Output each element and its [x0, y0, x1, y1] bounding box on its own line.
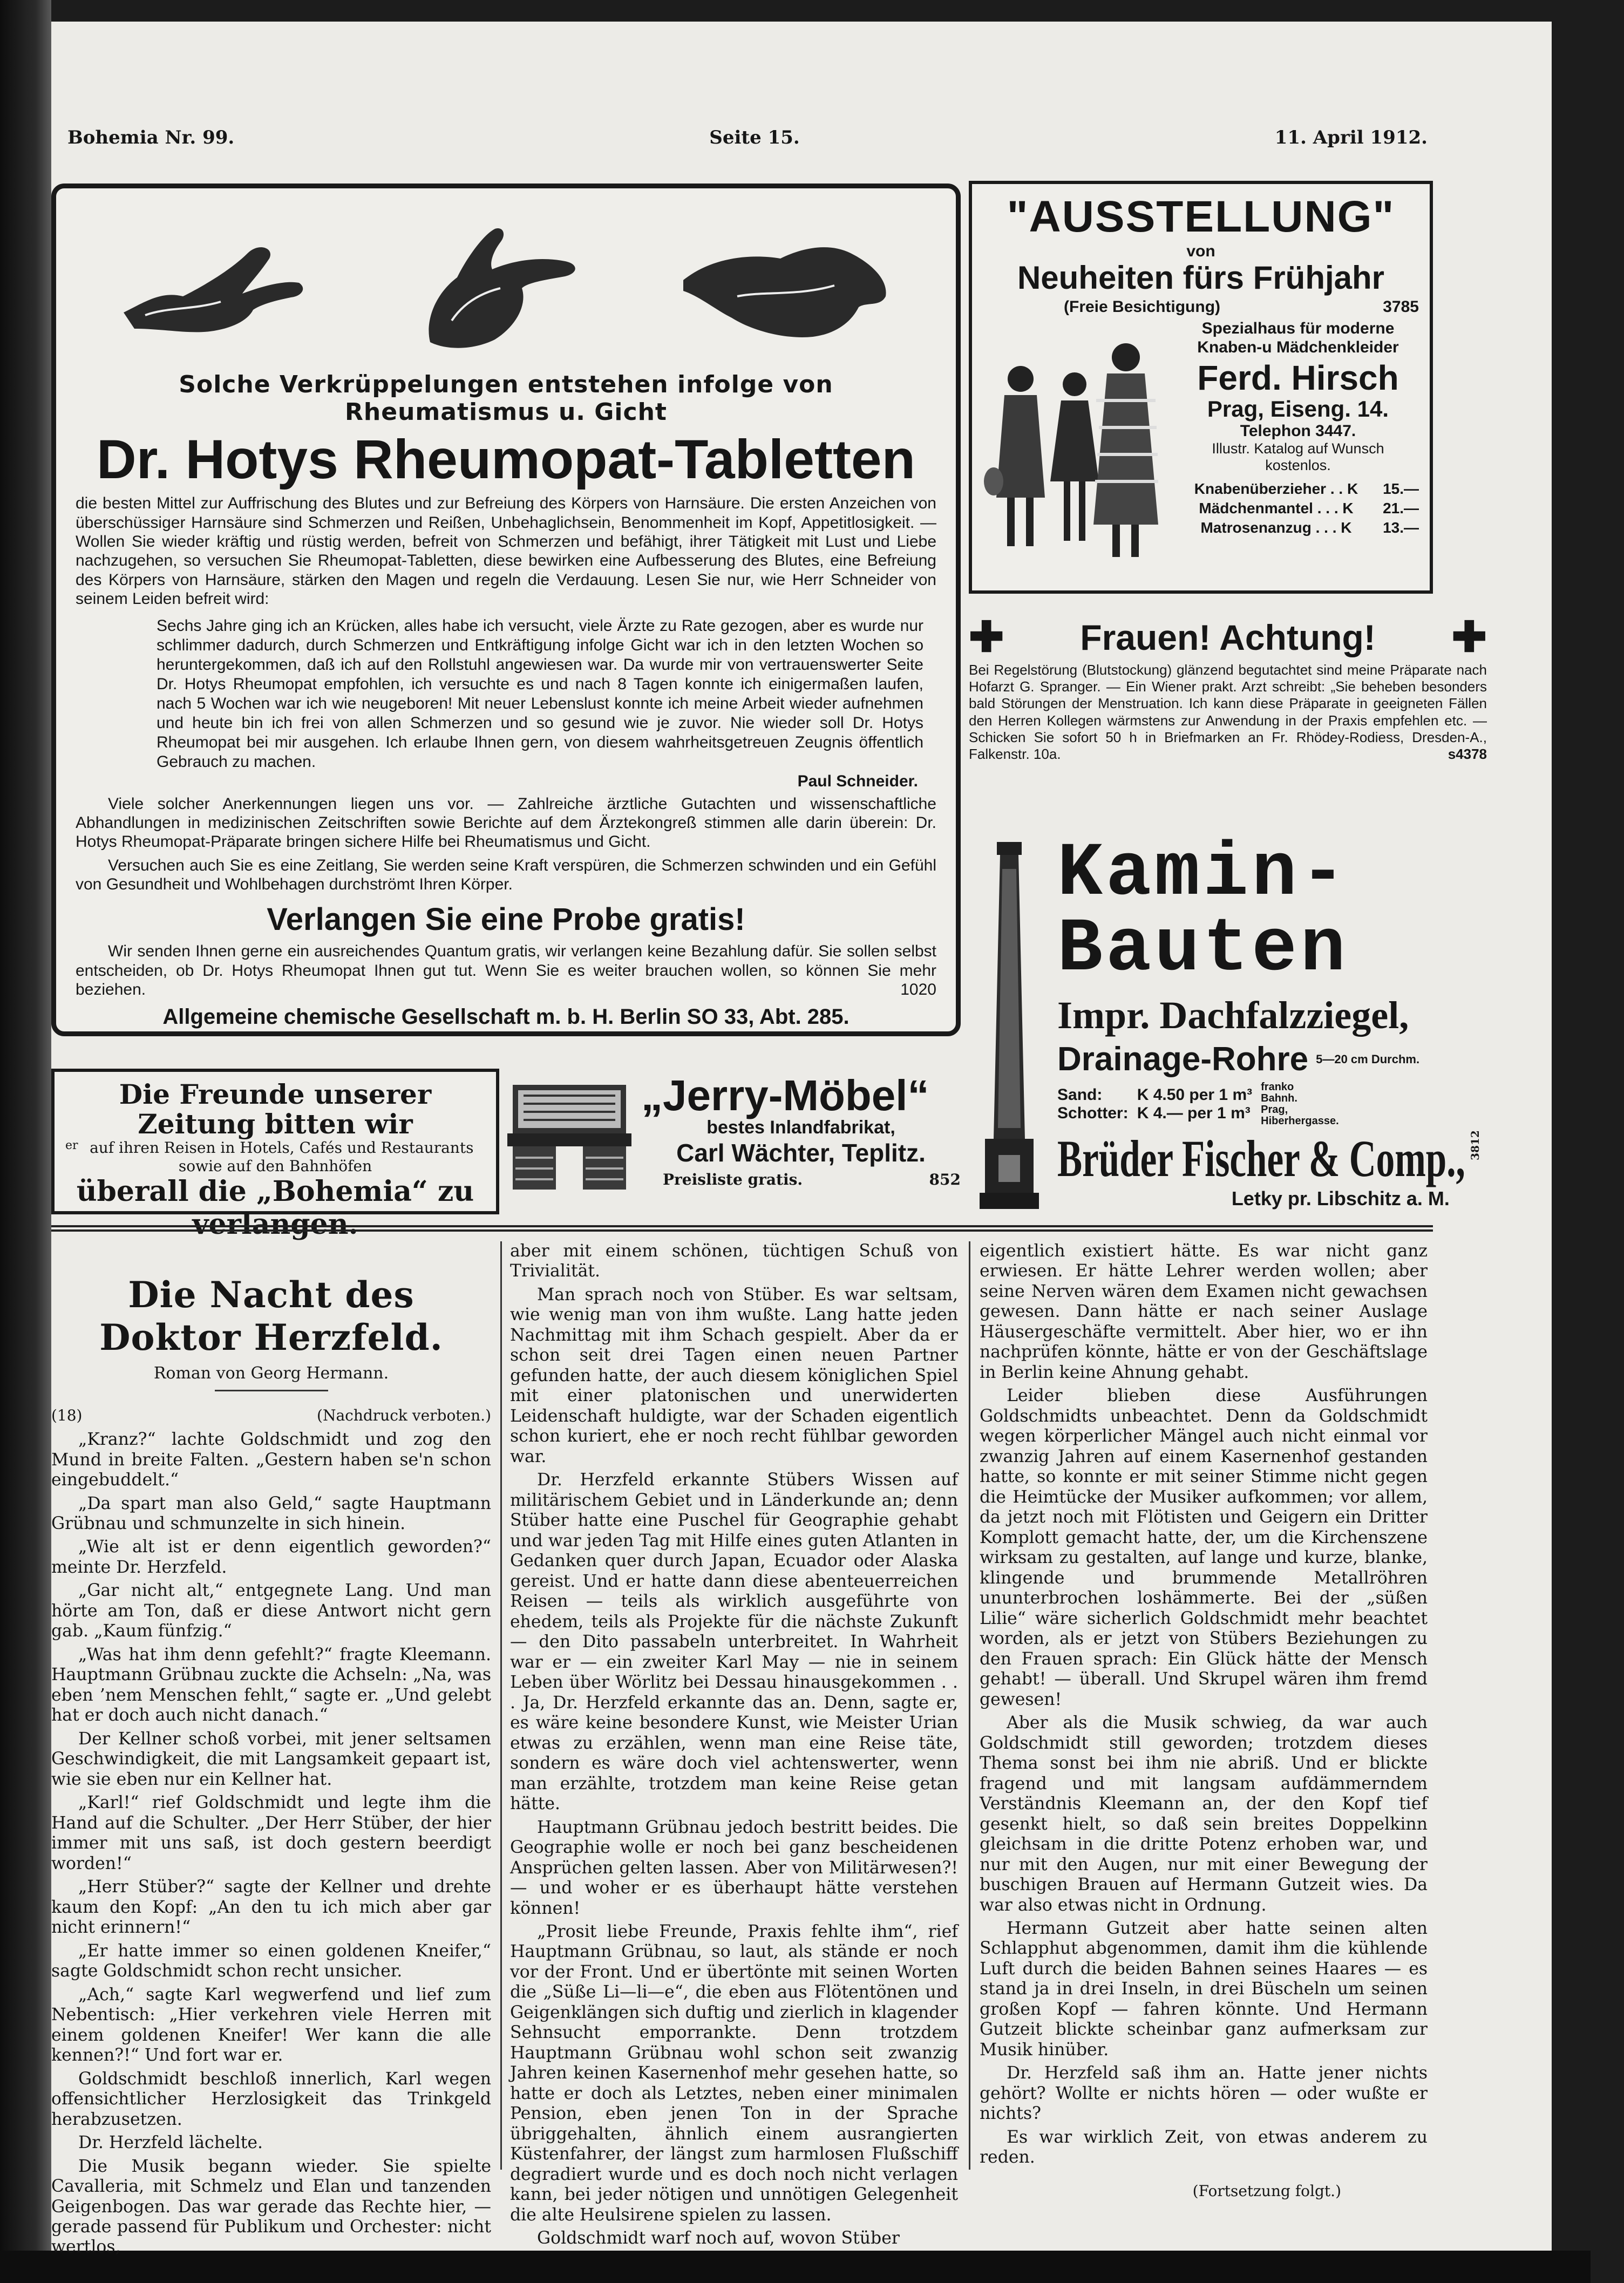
cross-icon: ✚: [1451, 613, 1487, 661]
frauen-body: Bei Regelstörung (Blutstockung) glänzend begutachtet sind meine Präparate nach Hofarzt G. Spranger. — Ein Wiener prakt. Arzt schreibt: „Sie beheben besonders bald Störungen der Menstruation. Ich kann diese Präparate in geeigneten Fällen den Herren Kollegen wärmstens zur Anwendung in der Praxis empfehlen etc. — Schicken Sie sofort 50 h in Briefmarken an Fr. Rhödey-Rodiess, Dresden-A., Falkenstr. 10a.: [969, 662, 1487, 762]
novel-paragraph: „Prosit liebe Freunde, Praxis fehlte ihm“, rief Hauptmann Grübnau, so laut, als stände er noch vor der Front. Und er übertönte mit seinen Worten die „Süße Li—li—e“, die eben aus Flötentönen und Geigenklängen sich duftig und zierlich in klagender Sehnsucht emporrankte. Denn trotzdem Hauptmann Grübnau wohl schon seit zwanzig Jahren keinen Kasernenhof mehr gesehen hatte, so hatte er doch als Letztes, neben einer minimalen Pension, eben jenen Ton in der Sprache übriggehalten, ähnlich einem ausrangierten Küstenfahrer, der längst zum harmlosen Flußschiff degradiert wurde und es doch noch nicht verlagen kann, bei jeder nötigen und unnötigen Gelegenheit die alte Heulsirene spielen zu lassen.: [510, 1921, 958, 2225]
price-row: [1177, 518, 1419, 538]
running-head: [67, 127, 1428, 148]
novel-paragraph: „Da spart man also Geld,“ sagte Hauptmann Grübnau und schmunzelte in sich hinein.: [51, 1493, 491, 1533]
jerry-code: 852: [929, 1171, 961, 1188]
price-row: [1177, 499, 1419, 518]
kamin-subtitle: Impr. Dachfalzziegel,: [1057, 994, 1409, 1037]
novel-paragraph: „Wie alt ist er denn eigentlich geworden?“ meinte Dr. Herzfeld.: [51, 1537, 491, 1577]
children-figures-icon: [983, 320, 1166, 568]
kamin-price-labels: [1057, 1086, 1129, 1123]
freunde-line-3: überall die „Bohemia“ zu verlangen.: [76, 1175, 474, 1241]
kamin-title-2: Bauten: [1057, 907, 1349, 993]
ausstellung-free-row: [983, 298, 1419, 316]
novel-column-2: [510, 1241, 958, 2248]
kamin-address: Letky pr. Libschitz a. M.: [1231, 1187, 1450, 1210]
drainage-dimension: 5—20 cm Durchm.: [1316, 1052, 1420, 1066]
ad-rheumopat-code: 1020: [900, 981, 936, 999]
cross-icon: ✚: [969, 613, 1004, 661]
installment-number: (18): [51, 1406, 83, 1424]
column-1-body: [51, 1430, 491, 2258]
novel-paragraph: Dr. Herzfeld lächelte.: [78, 2133, 263, 2153]
chimney-icon: [969, 837, 1050, 1214]
frauen-title: Frauen! Achtung!: [1080, 617, 1376, 657]
hands-illustration: [76, 205, 936, 366]
ad-rheumopat: [51, 184, 961, 1036]
ausstellung-free: (Freie Besichtigung): [1064, 298, 1221, 316]
kamin-text: [1057, 831, 1624, 1231]
ad-rheumopat-intro: die besten Mittel zur Auffrischung des Blutes und zur Befreiung des Körpers von Harnsäure. Die ersten Anzeichen von überschüssiger Harnsäure sind Schmerzen und Reißen, Unbehaglichsein, Benommenheit im Kopf, Appetitlosigkeit. — Wollen Sie wieder kräftig und rüstig werden, befreit von Schmerzen und befähigt, ihrer Tätigkeit mit Lust und Liebe nachzugehen, so versuchen Sie Rheumopat-Tabletten, diese bewirken eine Aufbesserung des Blutes, eine Befreiung des Körpers von Harnsäure, stärken den Magen und regeln die Verdauung. Lesen Sie nur, wie Herr Schneider von seinem Leiden befreit wird:: [76, 494, 936, 608]
ausstellung-subtitle: Neuheiten fürs Frühjahr: [1017, 260, 1385, 296]
novel-paragraph: „Ach,“ sagte Karl wegwerfend und lief zum Nebentisch: „Hier verkehren viele Herren mit einem goldenen Kneifer! Wer kann die alle kennen?!“ Und fort war er.: [51, 1985, 491, 2065]
column-2-body: [510, 1241, 958, 2249]
jerry-footer: [641, 1171, 961, 1188]
price-list: [1177, 479, 1419, 538]
ausstellung-title: "AUSSTELLUNG": [1007, 192, 1395, 241]
installment-row: [51, 1407, 491, 1424]
price-value: 15.—: [1383, 480, 1419, 498]
testimonial-text: Sechs Jahre ging ich an Krücken, alles habe ich versucht, viele Ärzte zu Rate gezogen, aber es wurde nur schlimmer dadurch, durch Schmerzen und Entkräftigung infolge Gicht war ich in den letzten Wochen so heruntergekommen, daß ich auf den Rollstuhl angewiesen war. Da wurde mir von vertrauenswerter Seite Dr. Hotys Rheumopat empfohlen, ich versuchte es und nach 8 Tagen konnte ich einigermaßen laufen, nach 5 Wochen war ich wie neugeboren! Mit neuer Lebenslust konnte ich meine Arbeit wieder aufnehmen und heute bin ich frei von allen Schmerzen und so gesund wie je zuvor. Nie wieder soll Dr. Hotys Rheumopat bei mir ausgehen. Ich erlaube Ihnen gern, von diesem wahrheitsgetreuen Zeugnis öffentlich Gebrauch zu machen.: [157, 616, 923, 771]
testimonial-signature: Paul Schneider.: [797, 772, 918, 790]
ausstellung-catalog: Illustr. Katalog auf Wunsch kostenlos.: [1212, 440, 1384, 474]
ad-rheumopat-p4-text: Wir senden Ihnen gerne ein ausreichendes Quantum gratis, wir verlangen keine Bezahlung dafür. Sie sollen selbst entscheiden, ob Dr. Hotys Rheumopat Ihnen gut tut. Wenn Sie es weiter brauchen wollen, so können Sie mehr beziehen.: [76, 942, 936, 999]
continued-notice: (Fortsetzung folgt.): [1192, 2182, 1341, 2200]
kamin-firm: Brüder Fischer & Comp.,: [1057, 1130, 1465, 1187]
ad-frauen: [969, 613, 1487, 818]
drainage-row: [1057, 1040, 1624, 1078]
schotter-label: Schotter:: [1057, 1104, 1129, 1122]
price-item: Knabenüberzieher . . K: [1194, 480, 1358, 498]
kamin-number: 3812: [1469, 1130, 1482, 1160]
frauen-text: [969, 662, 1487, 763]
testimonial: [157, 616, 923, 791]
novel-author: Roman von Georg Hermann.: [153, 1364, 389, 1383]
column-3-body: [980, 1241, 1428, 2168]
kamin-price-values: [1137, 1086, 1252, 1123]
ad-rheumopat-p4: [76, 942, 936, 999]
ausstellung-von: von: [1186, 242, 1215, 260]
novel-paragraph: Die Musik begann wieder. Sie spielte Cavalleria, mit Schmelz und Elan und tanzenden Geigenbogen. Das war gerade das Rechte hier, — gerade passend für Publikum und Orchester: nicht wertlos,: [51, 2156, 491, 2257]
ausstellung-spec: Spezialhaus für moderne Knaben-u Mädchenkleider: [1197, 320, 1399, 356]
novel-paragraph: Man sprach noch von Stüber. Es war seltsam, wie wenig man von ihm wußte. Lang hatte jeden Nachmittag mit ihm Schach gespielt. Aber da er schon seit drei Tagen einen neuen Partner gefunden hatte, der auch diesem königlichen Spiel mit einer platonischen und unerwiderten Leidenschaft huldigte, war der Schaden eigentlich schon kuriert, ehe er noch recht fühlbar geworden war.: [510, 1285, 958, 1466]
novel-column-1: [51, 1241, 491, 2257]
ad-kamin-bauten: [969, 831, 1487, 1231]
ad-rheumopat-title: Dr. Hotys Rheumopat-Tabletten: [97, 429, 915, 490]
freunde-line-2-text: auf ihren Reisen in Hotels, Cafés und Restaurants sowie auf den Bahnhöfen: [90, 1139, 474, 1175]
freunde-line-1: Die Freunde unserer Zeitung bitten wir: [119, 1078, 432, 1140]
column-divider: [969, 1241, 970, 2170]
jerry-line-1: bestes Inlandfabrikat,: [706, 1117, 895, 1138]
reprint-notice: (Nachdruck verboten.): [317, 1406, 491, 1424]
crippled-hand-3-icon: [672, 215, 899, 356]
novel-paragraph: Dr. Herzfeld erkannte Stübers Wissen auf militärischem Gebiet und in Länderkunde an; denn Stüber hatte eine Puschel für Geographie gehabt und war jeden Tag mit Hilfe eines guten Atlanten in Gedanken quer durch Japan, Ecuador oder Alaska gereist. Und er hatte dann diese abenteuerreichen Reisen — teils als wirklich ausgeführte von ehedem, teils als Projekte für die nächste Zukunft — den Dito passabeln unterbreitet. In Wahrheit war er — ein zweiter Karl May — nie in seinem Leben über Wörlitz bei Dessau hinausgekommen . . . Ja, Dr. Herzfeld erkannte das an. Denn, sagte er, es wäre keine besondere Kunst, wie Meister Urian etwas zu erzählen, wenn man eine Reise täte, sondern es wäre doch viel achtenswerter, wenn man erzählte, trotzdem man keine Reise getan hätte.: [510, 1470, 958, 1814]
price-value: 13.—: [1383, 519, 1419, 536]
novel-paragraph: Aber als die Musik schwieg, da war auch Goldschmidt still geworden; trotzdem dieses Thema sonst bei ihm nie abriß. Und er blickte fragend und mit langsam aufdämmerndem Verständnis Kleemann an, der den Kopf tief gesenkt hielt, so daß sein breites Doppelkinn gleichsam in die dritte Potenz erhoben war, und nur mit den Augen, nur mit einer Bewegung der buschigen Brauen auf Hermann Gutzeit wies. Da war also etwas nicht in Ordnung.: [980, 1713, 1428, 1915]
ad-ausstellung: [969, 181, 1433, 594]
novel-paragraph: „Gar nicht alt,“ entgegnete Lang. Und man hörte am Ton, daß er diese Antwort nicht gern gab. „Kaum fünfzig.“: [51, 1581, 491, 1641]
novel-paragraph: Es war wirklich Zeit, von etwas anderem zu reden.: [980, 2127, 1428, 2168]
novel-paragraph: Der Kellner schoß vorbei, mit jener seltsamen Geschwindigkeit, die mit Langsamkeit gepaart ist, wie sie eben nur ein Kellner hat.: [51, 1729, 491, 1789]
novel-paragraph: „Herr Stüber?“ sagte der Kellner und drehte kaum den Kopf: „An den tu ich mich aber gar nicht erinnern!“: [51, 1877, 491, 1938]
price-row: [1177, 479, 1419, 499]
drainage-label: Drainage-Rohre: [1057, 1041, 1309, 1078]
novel-paragraph: Hermann Gutzeit aber hatte seinen alten Schlapphut abgenommen, damit ihm die kühlende Luft durch die beiden Bahnen seines Haares — es stand ja in drei Inseln, in drei Büscheln um seinen großen Kopf — fahren könnte. Und Hermann Gutzeit blickte scheinbar ganz aufmerksam zur Musik hinüber.: [980, 1918, 1428, 2060]
frauen-code: s4378: [1448, 745, 1487, 762]
ausstellung-details: [1177, 320, 1419, 568]
price-value: 21.—: [1383, 500, 1419, 517]
price-item: Matrosenanzug . . . K: [1200, 519, 1352, 536]
ausstellung-body: [983, 320, 1419, 568]
crippled-hand-2-icon: [392, 213, 597, 358]
crippled-hand-1-icon: [113, 221, 318, 350]
ad-jerry-moebel: [507, 1071, 961, 1214]
writing-desk-icon: [507, 1074, 631, 1193]
scan-left-edge: [0, 0, 51, 2283]
column-divider: [500, 1241, 502, 2170]
jerry-pricelist: Preisliste gratis.: [663, 1171, 803, 1188]
ad-rheumopat-p3: Versuchen auch Sie es eine Zeitlang, Sie werden seine Kraft verspüren, die Schmerzen schwinden und ein Gefühl von Gesundheit und Wohlbehagen durchströmt Ihren Körper.: [76, 856, 936, 894]
novel-paragraph: eigentlich existiert hätte. Es war nicht ganz erwiesen. Er hätte Lehrer werden wollen; aber seine Nerven wären dem Examen nicht gewachsen gewesen. Dann hätte er nach seiner Auslage Häusergeschäfte vermittelt. Aber hier, wo er ihn nachprüfen könnte, hätte er von der Geschäftslage in Berlin keine Ahnung gehabt.: [980, 1241, 1428, 1382]
ad-rheumopat-p2: Viele solcher Anerkennungen liegen uns vor. — Zahlreiche ärztliche Gutachten und wissenschaftliche Abhandlungen in medizinischen Zeitschriften sowie Berichte auf dem Ärztekongreß stimmen alle darin überein: Dr. Hotys Rheumopat-Präparate bringen sichere Hilfe bei Rheumatismus und Gicht.: [76, 794, 936, 851]
novel-paragraph: Hauptmann Grübnau jedoch bestritt beides. Die Geographie wolle er noch bei ganz bescheidenen Ansprüchen gelten lassen. Aber von Militärwesen?! — und woher er es überhaupt hätte verstehen können!: [510, 1817, 958, 1918]
novel-paragraph: Leider blieben diese Ausführungen Goldschmidts unbeachtet. Denn da Goldschmidt wegen körperlicher Mängel auch nicht einmal vor zwanzig Jahren auf einem Kasernenhof gestanden hatte, so konnte er mit seiner Stimme nicht gegen die Heimtücke der Musiker aufkommen; vor allem, da jetzt noch mit Flötisten und Geigern ein Dritter Komplott gemacht hatte, der, um die Kirchenszene wirksam zu gestalten, auf lange und kurze, blanke, klingende und brummende Metallröhren ununterbrochen loshämmerte. Bei der „süßen Lilie“ wäre sicherlich Goldschmidt mehr beachtet worden, als er jetzt von Stübers Beziehungen zu den Frauen sprach: Ein Glück hätte der Mensch gehabt! — überall. Und Skrupel wären ihm fremd gewesen!: [980, 1386, 1428, 1709]
novel-paragraph: „Karl!“ rief Goldschmidt und legte ihm die Hand auf die Schulter. „Der Herr Stüber, der hier immer mit uns saß, ist doch gestern beerdigt worden!“: [51, 1793, 491, 1873]
kamin-title-1: Kamin-: [1057, 831, 1349, 917]
issue-date: 11. April 1912.: [1274, 127, 1428, 148]
paper-issue: Bohemia Nr. 99.: [67, 127, 235, 148]
kamin-note: franko Bahnh. Prag, Hiberhergasse.: [1261, 1081, 1339, 1127]
novel-paragraph: Goldschmidt warf noch auf, wovon Stüber: [537, 2228, 900, 2248]
ausstellung-address: Prag, Eiseng. 14.: [1207, 396, 1389, 422]
section-divider: [51, 1225, 1433, 1232]
novel-paragraph: „Was hat ihm denn gefehlt?“ fragte Kleemann. Hauptmann Grübnau zuckte die Achseln: „Na, was eben ’nem Menschen fehlt,“ sagte er. „Und gelebt hat er doch auch nicht danach.“: [51, 1645, 491, 1725]
freunde-er: er: [65, 1139, 78, 1152]
sand-price: K 4.50 per 1 m³: [1137, 1086, 1253, 1104]
novel-paragraph: aber mit einem schönen, tüchtigen Schuß von Trivialität.: [510, 1241, 958, 1281]
novel-paragraph: Dr. Herzfeld saß ihm an. Hatte jener nichts gehört? Wollte er nichts hören — oder wußte er nichts?: [980, 2063, 1428, 2124]
jerry-firm: Carl Wächter, Teplitz.: [676, 1139, 926, 1167]
sand-label: Sand:: [1057, 1086, 1103, 1104]
ad-rheumopat-subtitle: Solche Verkrüppelungen entstehen infolge von Rheumatismus u. Gicht: [179, 371, 833, 426]
ausstellung-code: 3785: [1383, 298, 1419, 316]
title-rule: [215, 1390, 328, 1391]
ausstellung-telephone: Telephon 3447.: [1240, 422, 1356, 440]
ad-freunde: [51, 1069, 499, 1241]
newspaper-page: [51, 22, 1552, 2257]
jerry-title: „Jerry-Möbel“: [641, 1071, 929, 1119]
price-item: Mädchenmantel . . . K: [1199, 500, 1354, 517]
ad-rheumopat-company: Allgemeine chemische Gesellschaft m. b. H. Berlin SO 33, Abt. 285.: [162, 1004, 850, 1029]
jerry-text: [641, 1071, 961, 1214]
kamin-prices: [1057, 1082, 1624, 1127]
frauen-title-row: [969, 613, 1487, 662]
ausstellung-firm: Ferd. Hirsch: [1197, 358, 1399, 397]
novel-paragraph: „Kranz?“ lachte Goldschmidt und zog den Mund in breite Falten. „Gestern haben se'n schon eingebuddelt.“: [51, 1430, 491, 1490]
page-number: Seite 15.: [709, 127, 800, 148]
schotter-price: K 4.— per 1 m³: [1137, 1104, 1251, 1122]
novel-paragraph: „Er hatte immer so einen goldenen Kneifer,“ sagte Goldschmidt schon recht unsicher.: [51, 1941, 491, 1981]
novel-column-3: [980, 1241, 1428, 2200]
novel-paragraph: Goldschmidt beschloß innerlich, Karl wegen offensichtlicher Herzlosigkeit das Trinkgeld herabzusetzen.: [51, 2069, 491, 2129]
novel-title: Die Nacht des Doktor Herzfeld.: [99, 1274, 443, 1358]
freunde-line-2: [65, 1139, 485, 1175]
ad-rheumopat-cta: Verlangen Sie eine Probe gratis!: [267, 902, 745, 937]
